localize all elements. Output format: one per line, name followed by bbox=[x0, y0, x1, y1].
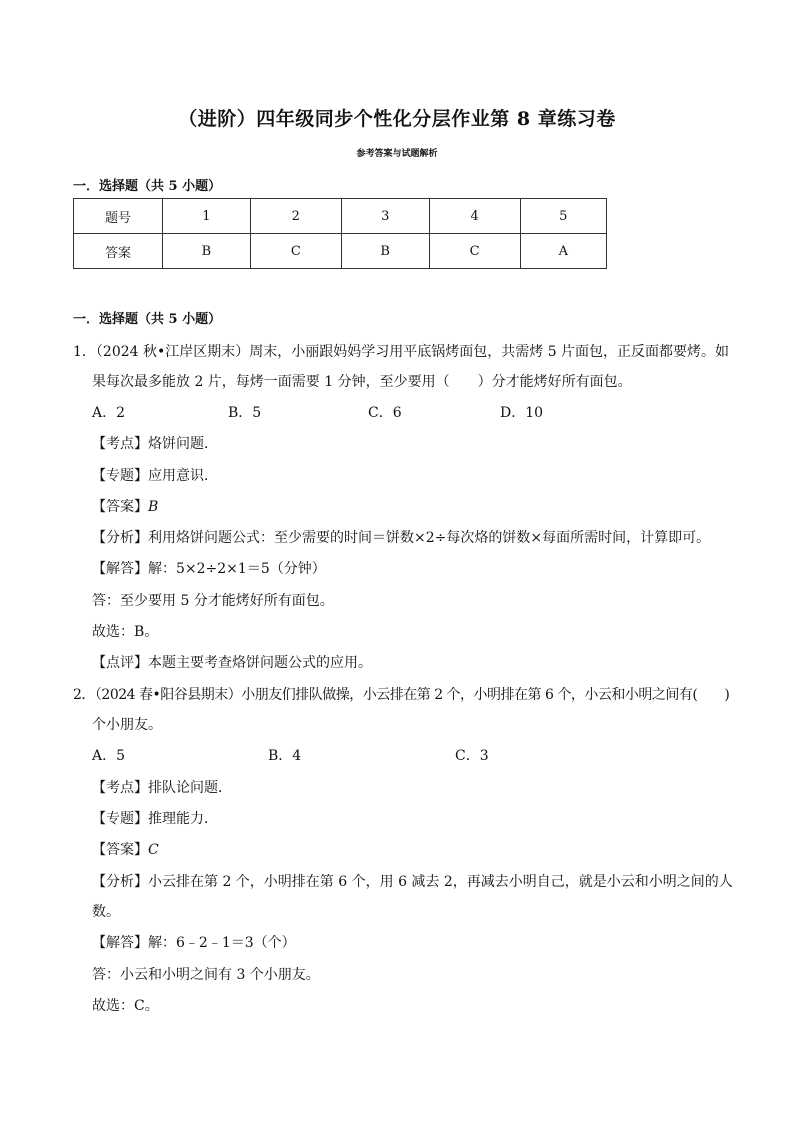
q1-option-a: A．2 bbox=[92, 405, 126, 421]
table-cell-answer: B bbox=[341, 234, 429, 269]
q2-stem-line1: 2．（2024 春•阳谷县期末）小朋友们排队做操，小云排在第 2 个，小明排在第 6 个，小云和小明之间有( ) bbox=[73, 687, 730, 703]
q1-da: 答：至少要用 5 分才能烤好所有面包。 bbox=[92, 593, 334, 609]
q2-jieda: 【解答】解：6﹣2﹣1＝3（个） bbox=[92, 935, 296, 951]
q2-option-a: A．5 bbox=[92, 748, 126, 764]
q2-da: 答：小云和小明之间有 3 个小朋友。 bbox=[92, 967, 320, 983]
q1-stem-line1: 1．（2024 秋•江岸区期末）周末，小丽跟妈妈学习用平底锅烤面包，共需烤 5 片面包，正反面都要烤。如 bbox=[73, 344, 730, 360]
answer-table bbox=[73, 198, 607, 269]
q2-answer bbox=[92, 839, 159, 859]
section-heading-summary: 一．选择题（共 5 小题） bbox=[73, 179, 222, 194]
q2-answer-value: C bbox=[148, 842, 159, 858]
q1-zhuanti: 【专题】应用意识． bbox=[92, 468, 218, 484]
q1-fenxi: 【分析】利用烙饼问题公式：至少需要的时间＝饼数×2÷每次烙的饼数×每面所需时间，计算即可。 bbox=[92, 530, 711, 546]
page-title: （进阶）四年级同步个性化分层作业第 8 章练习卷 bbox=[178, 108, 616, 130]
q2-answer-label: 【答案】 bbox=[92, 842, 148, 858]
table-header-label: 题号 bbox=[74, 199, 163, 234]
page-subtitle: 参考答案与试题解析 bbox=[356, 149, 438, 159]
table-row-answers bbox=[74, 234, 607, 269]
q1-answer-value: B bbox=[148, 499, 159, 515]
table-cell-answer: A bbox=[520, 234, 606, 269]
q1-kaodian: 【考点】烙饼问题． bbox=[92, 436, 218, 452]
table-cell-number: 1 bbox=[163, 199, 251, 234]
table-cell-answer: C bbox=[250, 234, 341, 269]
table-answer-label: 答案 bbox=[74, 234, 163, 269]
table-cell-number: 2 bbox=[250, 199, 341, 234]
section-heading-details: 一．选择题（共 5 小题） bbox=[73, 312, 222, 327]
q1-option-d: D．10 bbox=[500, 405, 544, 421]
table-cell-number: 3 bbox=[341, 199, 429, 234]
q2-option-c: C．3 bbox=[455, 748, 489, 764]
q2-guxuan: 故选：C。 bbox=[92, 998, 159, 1014]
q2-fenxi-line2: 数。 bbox=[92, 904, 120, 920]
q2-option-b: B．4 bbox=[268, 748, 302, 764]
q1-dianping: 【点评】本题主要考查烙饼问题公式的应用。 bbox=[92, 655, 372, 671]
table-cell-answer: B bbox=[163, 234, 251, 269]
q2-stem-line2: 个小朋友。 bbox=[92, 717, 162, 733]
q1-answer bbox=[92, 496, 158, 516]
q1-stem-line2: 果每次最多能放 2 片，每烤一面需要 1 分钟，至少要用（ ）分才能烤好所有面包。 bbox=[92, 374, 632, 390]
table-row-numbers bbox=[74, 199, 607, 234]
q1-option-b: B．5 bbox=[228, 405, 262, 421]
q1-option-c: C．6 bbox=[368, 405, 402, 421]
q2-kaodian: 【考点】排队论问题． bbox=[92, 780, 232, 796]
q1-answer-label: 【答案】 bbox=[92, 499, 148, 515]
table-cell-answer: C bbox=[429, 234, 520, 269]
q1-jieda: 【解答】解：5×2÷2×1＝5（分钟） bbox=[92, 561, 326, 577]
q2-zhuanti: 【专题】推理能力． bbox=[92, 811, 218, 827]
q2-fenxi-line1: 【分析】小云排在第 2 个，小明排在第 6 个，用 6 减去 2，再减去小明自己，就是小云和小明之间的人 bbox=[92, 874, 733, 890]
table-cell-number: 4 bbox=[429, 199, 520, 234]
table-cell-number: 5 bbox=[520, 199, 606, 234]
q1-guxuan: 故选：B。 bbox=[92, 624, 159, 640]
